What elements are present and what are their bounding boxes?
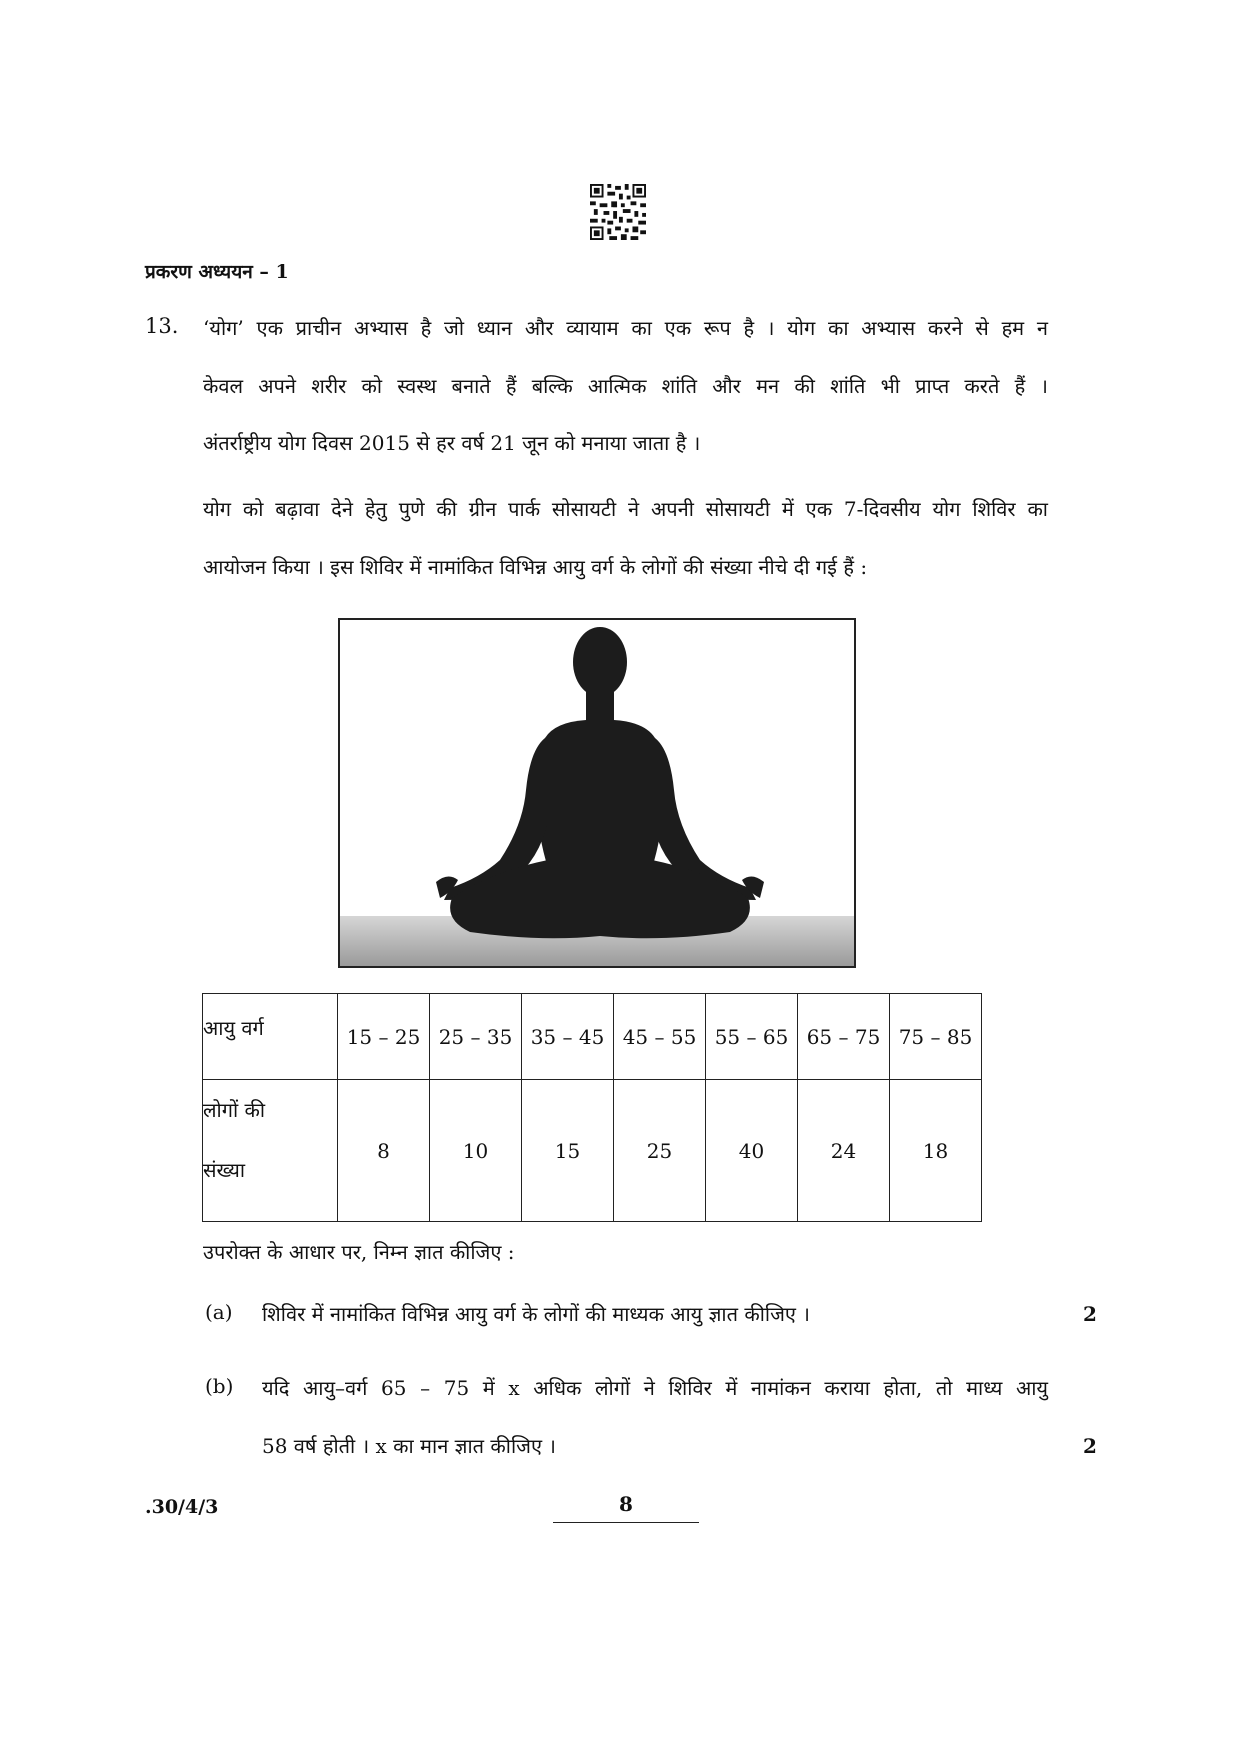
table-row-label: आयु वर्ग	[203, 994, 338, 1080]
part-a-label: (a)	[205, 1300, 233, 1324]
paper-code: .30/4/3	[145, 1496, 219, 1518]
table-row	[203, 1080, 982, 1222]
table-cell: 40	[706, 1080, 798, 1222]
table-cell: 10	[430, 1080, 522, 1222]
yoga-silhouette-image	[338, 618, 856, 968]
part-b-label: (b)	[205, 1374, 234, 1398]
paragraph-1-line-2: केवल अपने शरीर को स्वस्थ बनाते हैं बल्कि आत्मिक शांति और मन की शांति भी प्राप्त करते हैं ।	[203, 374, 1048, 398]
paragraph-1-line-1: ‘योग’ एक प्राचीन अभ्यास है जो ध्यान और व्यायाम का एक रूप है । योग का अभ्यास करने से हम न	[203, 316, 1048, 340]
table-cell: 18	[890, 1080, 982, 1222]
table-row	[203, 994, 982, 1080]
part-a-marks: 2	[1083, 1302, 1097, 1326]
table-cell: 35 – 45	[522, 994, 614, 1080]
table-cell: 45 – 55	[614, 994, 706, 1080]
row-label-line-1: लोगों की	[203, 1098, 266, 1122]
question-paragraph-2	[203, 495, 1048, 595]
age-group-table	[202, 993, 982, 1222]
prompt-text: उपरोक्त के आधार पर, निम्न ज्ञात कीजिए :	[203, 1240, 515, 1264]
table-cell: 75 – 85	[890, 994, 982, 1080]
paragraph-1-line-3: अंतर्राष्ट्रीय योग दिवस 2015 से हर वर्ष 21 जून को मनाया जाता है ।	[203, 431, 701, 455]
page-number: 8	[619, 1492, 633, 1516]
table-cell: 65 – 75	[798, 994, 890, 1080]
section-heading: प्रकरण अध्ययन – 1	[145, 261, 289, 283]
table-cell: 24	[798, 1080, 890, 1222]
part-b-marks: 2	[1083, 1434, 1097, 1458]
row-label-line-2: संख्या	[203, 1158, 245, 1182]
question-number: 13.	[145, 314, 179, 338]
paragraph-2-line-2: आयोजन किया । इस शिविर में नामांकित विभिन्न आयु वर्ग के लोगों की संख्या नीचे दी गई हैं :	[203, 555, 868, 579]
part-b-line-2: 58 वर्ष होती । x का मान ज्ञात कीजिए ।	[262, 1434, 556, 1458]
question-paragraph-1	[203, 314, 1048, 474]
table-row-label	[203, 1080, 338, 1222]
qr-code-icon	[590, 184, 646, 240]
part-a-text: शिविर में नामांकित विभिन्न आयु वर्ग के लोगों की माध्यक आयु ज्ञात कीजिए ।	[262, 1302, 810, 1326]
table-cell: 55 – 65	[706, 994, 798, 1080]
table-cell: 15 – 25	[338, 994, 430, 1080]
page-number-underline	[553, 1522, 699, 1523]
table-cell: 15	[522, 1080, 614, 1222]
table-cell: 25 – 35	[430, 994, 522, 1080]
paragraph-2-line-1: योग को बढ़ावा देने हेतु पुणे की ग्रीन पार्क सोसायटी ने अपनी सोसायटी में एक 7-दिवसीय योग शिविर का	[203, 497, 1048, 521]
table-cell: 25	[614, 1080, 706, 1222]
part-b-line-1: यदि आयु–वर्ग 65 – 75 में x अधिक लोगों ने शिविर में नामांकन कराया होता, तो माध्य आयु	[262, 1376, 1048, 1400]
table-cell: 8	[338, 1080, 430, 1222]
